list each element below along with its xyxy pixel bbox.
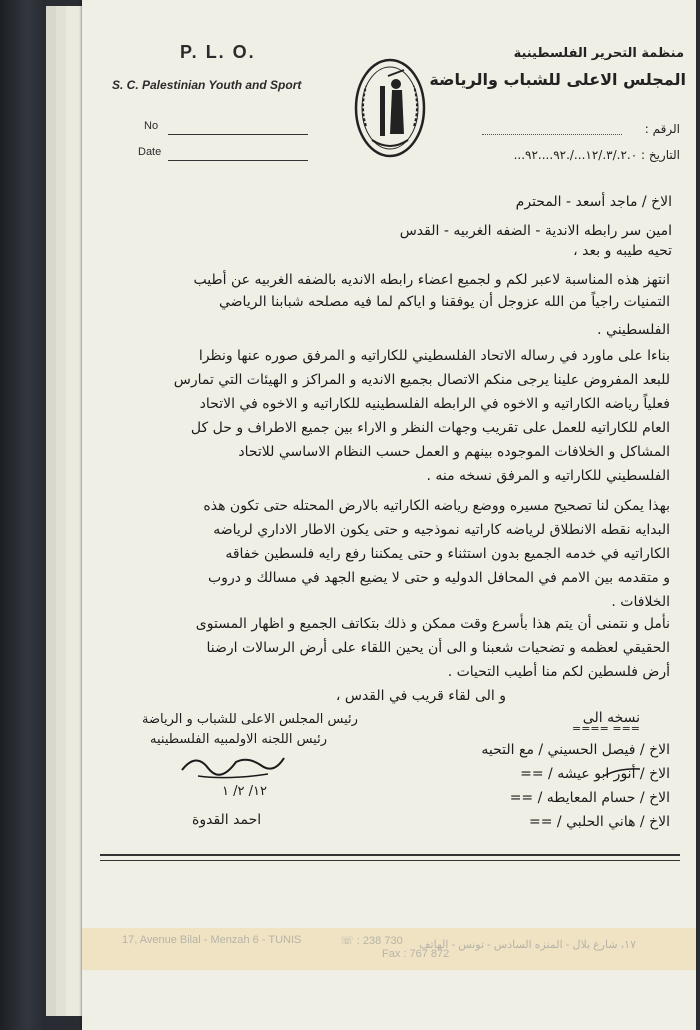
para4-line2: الحقيقي لعظمه و تضحيات شعبنا و الى أن يحين اللقاء على أرض الرسالات ارضنا — [206, 640, 670, 656]
org-arabic-line2: المجلس الاعلى للشباب والرياضة — [429, 70, 686, 89]
para3-line3: الكاراتيه في خدمه الجميع بدون استثناء و حتى يمكننا رفع رايه فلسطين خفاقه — [225, 546, 670, 562]
signatory-title1: رئيس المجلس الاعلى للشباب و الرياضة — [142, 712, 358, 727]
reference-label: الرقم : — [644, 122, 680, 136]
date-line — [168, 160, 308, 161]
date-label: Date — [138, 146, 162, 158]
handwritten-signature — [178, 748, 288, 784]
para2-line5: المشاكل و الخلافات الموجوده بينهم و العمل حسب النظام الاساسي للاتحاد — [238, 444, 670, 460]
signatory-name: احمد القدوة — [192, 812, 262, 828]
org-acronym: P. L. O. — [180, 42, 256, 62]
para2-line4: العام للكاراتيه للعمل على تقريب وجهات النظر و الاراء بين جميع الاطراف و حل كل — [190, 420, 670, 436]
footer-address-en: 17, Avenue Bilal - Menzah 6 - TUNIS — [122, 934, 302, 946]
para2-line2: للبعد المفروض علينا يرجى منكم الاتصال بجميع الانديه و المراكز و الهيئات التي تمارس — [173, 372, 670, 388]
arabic-date: التاريخ : ۲.٠./۳./۱۲.../.۹۲....۹۲... — [513, 148, 680, 162]
para3-line2: البدايه نقطه الانطلاق لرياضه كاراتيه نموذجيه و حتى يكون الاطار الاداري لرياضه — [213, 522, 670, 538]
signatory-title2: رئيس اللجنه الاولمبيه الفلسطينيه — [150, 732, 327, 747]
org-arabic-line1: منظمة التحرير الفلسطينية — [513, 46, 684, 61]
para1-line2: التمنيات راجياً من الله عزوجل أن يوفقنا و اياكم لما فيه مصلحه شبابنا الرياضي — [219, 294, 670, 310]
copy-recipient-4: الاخ / هاني الحلبي / == — [529, 814, 670, 830]
footer-phone: ☏ : 238 730 — [340, 935, 403, 947]
para3-line1: بهذا يمكن لنا تصحيح مسيره ووضع رياضه الكاراتيه بالارض المحتله حتى تكون هذه — [203, 498, 670, 514]
para3-line4: و متقدمه بين الامم في المحافل الدوليه و حتى لا يضيع الجهد في مسالك و دروب — [208, 570, 670, 586]
copies-heading: نسخه الى — [582, 710, 640, 726]
greeting: تحيه طيبه و بعد ، — [573, 243, 672, 259]
signature-date: ١٢/ ٢/ ١ — [222, 784, 267, 799]
footer-rule-bottom — [100, 860, 680, 861]
binder-edge — [0, 0, 46, 1030]
copies-underline: === ==== — [571, 722, 640, 735]
check-mark — [602, 766, 642, 778]
number-label: No — [144, 120, 159, 132]
copy-recipient-2: الاخ / أنور ابو عيشه / == — [520, 766, 670, 782]
emblem-logo — [352, 56, 428, 160]
number-line — [168, 134, 308, 135]
para1-line1: انتهز هذه المناسبة لاعبر لكم و لجميع اعضاء رابطه الانديه بالضفه الغربيه عن أطيب — [193, 272, 670, 288]
letter-page — [82, 0, 696, 1030]
copy-recipient-3: الاخ / حسام المعايطه / == — [509, 790, 670, 806]
page-stack — [66, 6, 83, 1016]
footer-address-ar: ١٧، شارع بلال - المنزه السادس - تونس - الهاتف — [419, 939, 636, 951]
addressee-title: امين سر رابطه الاندية - الضفه الغربيه - القدس — [399, 223, 672, 239]
para1-line3: الفلسطيني . — [597, 322, 670, 338]
org-name-english: S. C. Palestinian Youth and Sport — [112, 78, 302, 92]
addressee-line: الاخ / ماجد أسعد - المحترم — [515, 194, 672, 210]
para3-line5: الخلافات . — [611, 594, 670, 610]
copy-recipient-1: الاخ / فيصل الحسيني / مع التحيه — [481, 742, 670, 758]
para2-line1: بناءا على ماورد في رساله الاتحاد الفلسطيني للكاراتيه و المرفق صوره عنها ونظرا — [198, 348, 670, 364]
footer-rule-top — [100, 854, 680, 856]
para4-line1: نأمل و نتمنى أن يتم هذا بأسرع وقت ممكن و ذلك بتكاتف الجميع و اظهار المستوى — [195, 616, 670, 632]
para4-line3: أرض فلسطين لكم منا أطيب التحيات . — [447, 664, 670, 680]
reference-line — [482, 134, 622, 135]
closing-line: و الى لقاء قريب في القدس ، — [335, 688, 506, 704]
para2-line3: فعلياً رياضه الكاراتيه و الاخوه في الرابطه الفلسطينيه للكاراتيه و الاخوه في الاتحاد — [199, 396, 670, 412]
footer-fax: Fax : 767 872 — [382, 948, 450, 960]
para2-line6: الفلسطيني للكاراتيه و المرفق نسخه منه . — [426, 468, 670, 484]
